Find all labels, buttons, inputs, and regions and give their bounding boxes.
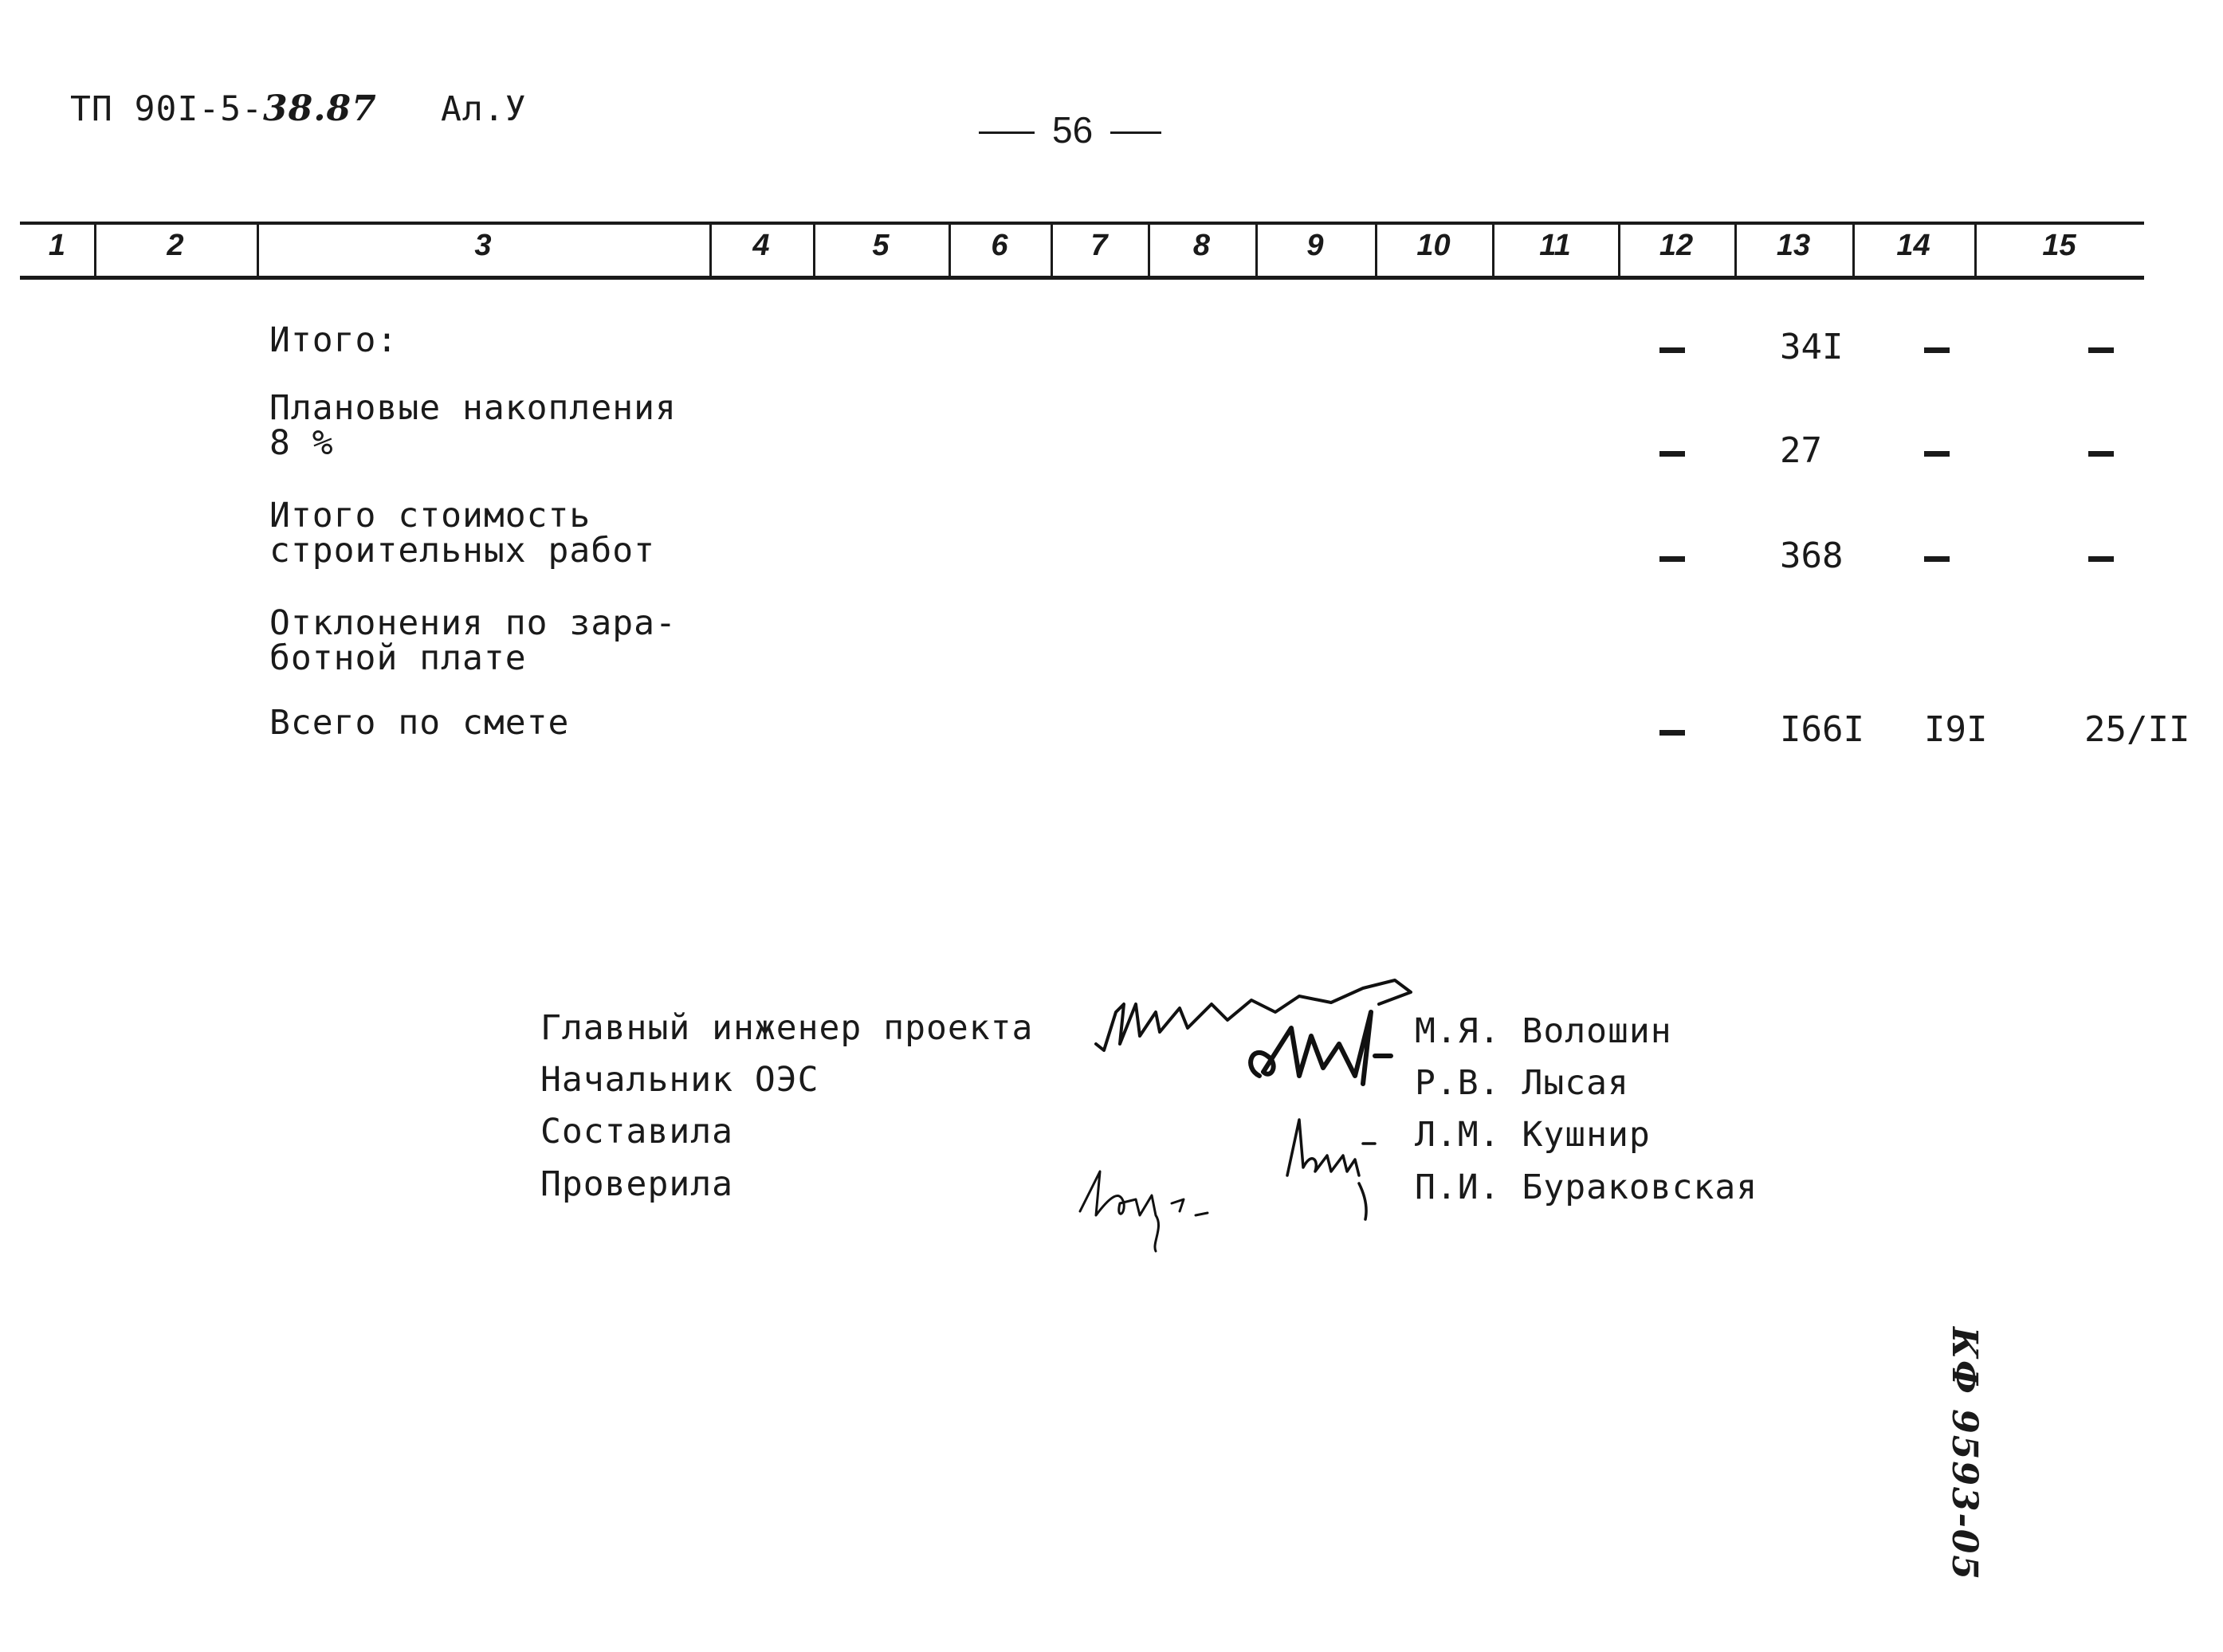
column-header-4: 4	[752, 229, 770, 262]
row-label-line: 8 %	[269, 423, 334, 463]
column-divider	[94, 225, 96, 277]
signature-name: М.Я. Волошин	[1415, 1011, 1672, 1051]
value-col13: 27	[1780, 430, 1822, 471]
archive-stamp: КФ 9593-05	[1944, 1327, 1985, 1582]
signature-name: П.И. Бураковская	[1415, 1167, 1758, 1207]
column-divider	[709, 225, 712, 277]
handwritten-signature-checked-by	[1076, 1156, 1235, 1259]
doc-code	[70, 88, 377, 129]
value-col14: I9I	[1924, 709, 1988, 750]
dash-value-col12	[1659, 556, 1685, 562]
value-col15: 25/II	[2084, 709, 2190, 750]
column-header-12: 12	[1659, 229, 1694, 262]
dash-value-col14	[1924, 451, 1950, 457]
column-divider	[257, 225, 259, 277]
dash-value-col14	[1924, 556, 1950, 562]
column-divider	[1051, 225, 1053, 277]
dash-value-col14	[1924, 347, 1950, 353]
dash-value-col12	[1659, 347, 1685, 353]
row-label-line: Итого:	[269, 320, 399, 360]
column-divider	[1734, 225, 1737, 277]
column-header-6: 6	[991, 229, 1008, 262]
value-col13: 368	[1780, 536, 1844, 576]
column-divider	[1148, 225, 1150, 277]
dash-value-col12	[1659, 451, 1685, 457]
signature-name: Л.М. Кушнир	[1415, 1115, 1651, 1155]
value-col13: I66I	[1780, 709, 1864, 750]
signature-position: Составила	[540, 1112, 733, 1152]
signature-position: Начальник ОЭС	[540, 1060, 819, 1100]
signature-position: Главный инженер проекта	[540, 1008, 1034, 1048]
column-header-2: 2	[167, 229, 184, 262]
row-label-line: Плановые накопления	[269, 388, 677, 428]
dash-value-col12	[1659, 730, 1685, 736]
value-col13: 34I	[1780, 327, 1844, 367]
column-header-7: 7	[1090, 229, 1108, 262]
dash-value-col15	[2088, 451, 2114, 457]
column-header-3: 3	[474, 229, 492, 262]
column-header-8: 8	[1192, 229, 1211, 262]
column-header-15: 15	[2042, 229, 2076, 262]
row-label-line: Всего по смете	[269, 703, 570, 743]
column-header-13: 13	[1776, 229, 1811, 262]
column-divider	[1255, 225, 1258, 277]
column-header-10: 10	[1416, 229, 1451, 262]
column-header-14: 14	[1896, 229, 1930, 262]
table-header-bottom-rule	[20, 276, 2144, 280]
column-header-1: 1	[48, 229, 66, 262]
row-label-line: Итого стоимость	[269, 496, 591, 536]
column-divider	[949, 225, 951, 277]
signature-name: Р.В. Лысая	[1415, 1063, 1629, 1103]
row-label-line: ботной плате	[269, 638, 527, 678]
column-header-5: 5	[872, 229, 890, 262]
column-divider	[1852, 225, 1855, 277]
album-label: Ал.У	[441, 89, 527, 129]
row-label-line: строительных работ	[269, 531, 655, 571]
column-divider	[1492, 225, 1494, 277]
column-header-9: 9	[1306, 229, 1324, 262]
row-label-line: Отклонения по зара-	[269, 603, 677, 643]
column-header-11: 11	[1539, 229, 1571, 262]
column-divider	[1375, 225, 1377, 277]
doc-code-handwritten: 38.87	[263, 88, 377, 129]
page-number-value: 56	[1052, 109, 1094, 151]
column-divider	[813, 225, 815, 277]
page-number	[979, 108, 1161, 151]
column-divider	[1974, 225, 1977, 277]
signature-position: Проверила	[540, 1164, 733, 1204]
dash-value-col15	[2088, 556, 2114, 562]
column-divider	[1618, 225, 1620, 277]
table-top-rule	[20, 222, 2144, 225]
doc-code-prefix: ТП 90I-5-	[70, 89, 263, 129]
handwritten-signature-head-oes	[1235, 996, 1411, 1116]
dash-value-col15	[2088, 347, 2114, 353]
handwritten-signature-compiled-by	[1279, 1112, 1383, 1223]
